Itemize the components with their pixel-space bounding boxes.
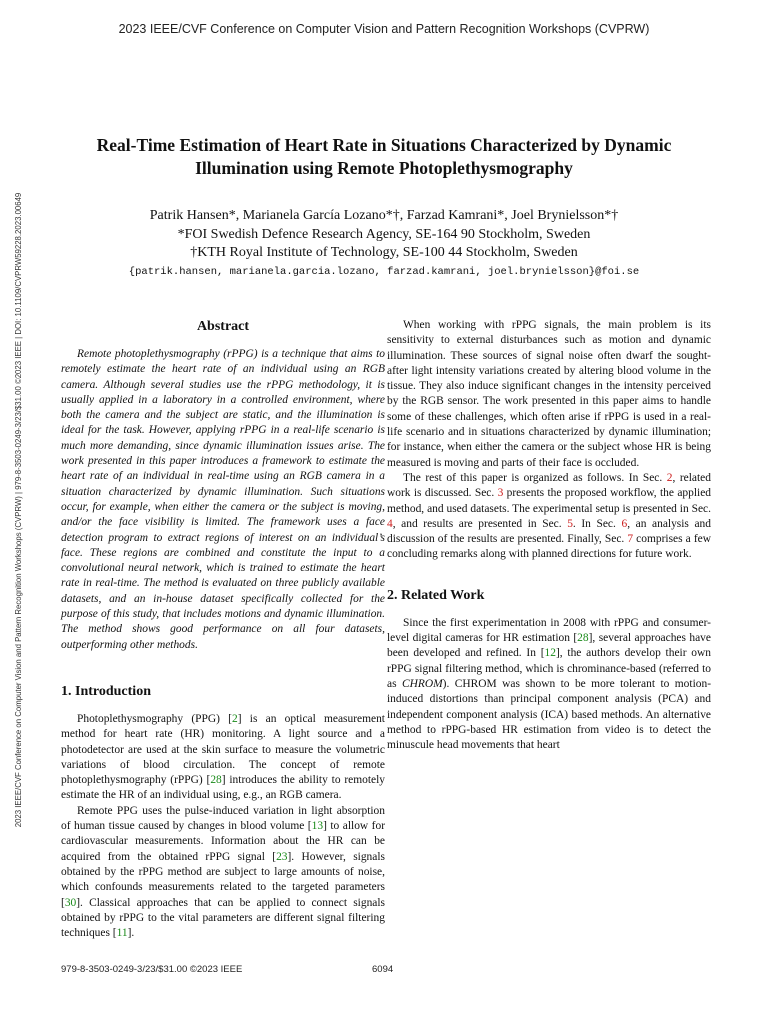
title-line-1: Real-Time Estimation of Heart Rate in Situations Characterized by Dynamic [96,135,672,155]
right-column [387,318,711,753]
intro-paragraph-2: Remote PPG uses the pulse-induced variation in light absorption of human tissue caused by changes in blood volume [13] to allow for cardiovascular measurements. Information about the HR can be acquired from the obtained rPPG signal [23]. However, signals obtained by the rPPG method are subject to large amounts of noise, which confounds measurements related to the targeted parameters [30]. Classical approaches that can be applied to connect signals obtained by rPPG to the vital parameters are different signal filtering techniques [11]. [61,804,385,940]
affiliation-foi: *FOI Swedish Defence Research Agency, SE-164 90 Stockholm, Sweden [177,226,591,242]
abstract-text: Remote photoplethysmography (rPPG) is a technique that aims to remotely estimate the heart rate of an individual using an RGB camera. Although several studies use the rPPG methodology, it is usually applied in a laboratory in a controlled environment, where both the camera and the subject are static, and the illumination is ideal for the task. However, applying rPPG in a real-life scenario is much more demanding, since dynamic illumination issues arise. The work presented in this paper introduces a framework to estimate the heart rate of an individual in real-time using an RGB camera in a situation characterized by dynamic illumination. Such situations occur, for example, when either the camera or the subject is moving, and/or the face visibility is limited. The framework uses a face detection program to extract regions of interest on an individual’s face. These regions are combined and constitute the input to a convolutional neural network, which is trained to estimate the heart rate in real-time. The method is evaluated on three publicly available datasets, and an in-house dataset specifically collected for the purpose of this study, that includes motions and dynamic illumination. The method shows good performance on all four datasets, outperforming other methods. [61,348,385,651]
citation-link[interactable]: 13 [311,820,324,833]
section-link[interactable]: 2 [666,471,673,484]
citation-link[interactable]: 28 [577,632,589,645]
paper-title [60,134,708,180]
introduction-heading: 1. Introduction [61,683,151,699]
intro-paragraph-3: When working with rPPG signals, the main problem is its sensitivity to external disturbances such as motion and dynamic illumination. These sources of signal noise often dwarf the sought-after light intensity variations created by altering blood volume in the tissue. They also induce significant changes in the intensity perceived by the RGB sensor. The work presented in this paper aims to handle some of these challenges, which often arise if rPPG is used in a real-life scenario and in situations characterized by dynamic illumination; for instance, when either the camera or the subject whose HR is being measured is moving and parts of their face is occluded. [387,319,711,469]
related-work-heading: 2. Related Work [387,587,485,603]
side-stamp-text: 2023 IEEE/CVF Conference on Computer Vision and Pattern Recognition Workshops (CVPRW) | 979-8-3503-0249-3/23/$31.00 ©2023 IEEE | DOI: 10.1109/CVPRW59228.2023.00649 [14,192,23,828]
section-link[interactable]: 3 [497,487,504,500]
related-paragraph-1: Since the first experimentation in 2008 with rPPG and consumer-level digital cameras for HR estimation [28], several approaches have been developed and refined. In [12], the authors develop their own rPPG signal filtering method, which is chrominance-based (referred to as CHROM). CHROM was shown to be more tolerant to motion-induced distortions than principal component analysis (PCA) and independent component analysis (ICA) based methods. An alternative method to rPPG-based HR estimation from video is to detect the minuscule head movements that heart [387,616,712,752]
chrom-term: CHROM [401,677,443,690]
intro-paragraph-1: Photoplethysmography (PPG) [2] is an optical measurement method for heart rate (HR) monitoring. A light source and a photodetector are used at the skin surface to measure the volumetric variations of blood circulation. The concept of remote photoplethysmography (rPPG) [28] introduces the ability to remotely estimate the HR of an individual using, e.g., an RGB camera. [61,712,385,802]
citation-link[interactable]: 12 [544,647,556,660]
title-line-2: Illumination using Remote Photoplethysmography [195,158,573,178]
citation-link[interactable]: 2 [232,712,238,725]
section-link[interactable]: 5 [567,517,573,530]
citation-link[interactable]: 28 [210,774,222,787]
section-link[interactable]: 4 [387,517,393,530]
left-column [61,318,385,941]
section-link[interactable]: 7 [627,533,634,546]
citation-link[interactable]: 23 [276,850,288,863]
author-block [60,207,708,281]
intro-paragraph-4: The rest of this paper is organized as follows. In Sec. 2, related work is discussed. Sec. 3 presents the proposed workflow, the applied method, and used datasets. The experimental setup is presented in Sec. 4, and results are presented in Sec. 5. In Sec. 6, an analysis and discussion of the results are presented. Finally, Sec. 7 comprises a few concluding remarks along with planned directions for future work. [387,471,711,561]
citation-link[interactable]: 11 [116,927,128,940]
author-names: Patrik Hansen*, Marianela García Lozano*†, Farzad Kamrani*, Joel Brynielsson*† [149,208,619,223]
section-link[interactable]: 6 [621,517,628,530]
affiliation-kth: †KTH Royal Institute of Technology, SE-100 44 Stockholm, Sweden [190,245,578,260]
citation-link[interactable]: 30 [64,896,77,909]
side-stamp [13,125,25,895]
conference-header: 2023 IEEE/CVF Conference on Computer Vision and Pattern Recognition Workshops (CVPRW) [118,22,650,36]
abstract-heading: Abstract [196,319,250,334]
footer-copyright: 979-8-3503-0249-3/23/$31.00 ©2023 IEEE [61,964,243,975]
page-number: 6094 [372,964,394,975]
author-emails: {patrik.hansen, marianela.garcia.lozano, farzad.kamrani, joel.brynielsson}@foi.se [128,265,640,278]
